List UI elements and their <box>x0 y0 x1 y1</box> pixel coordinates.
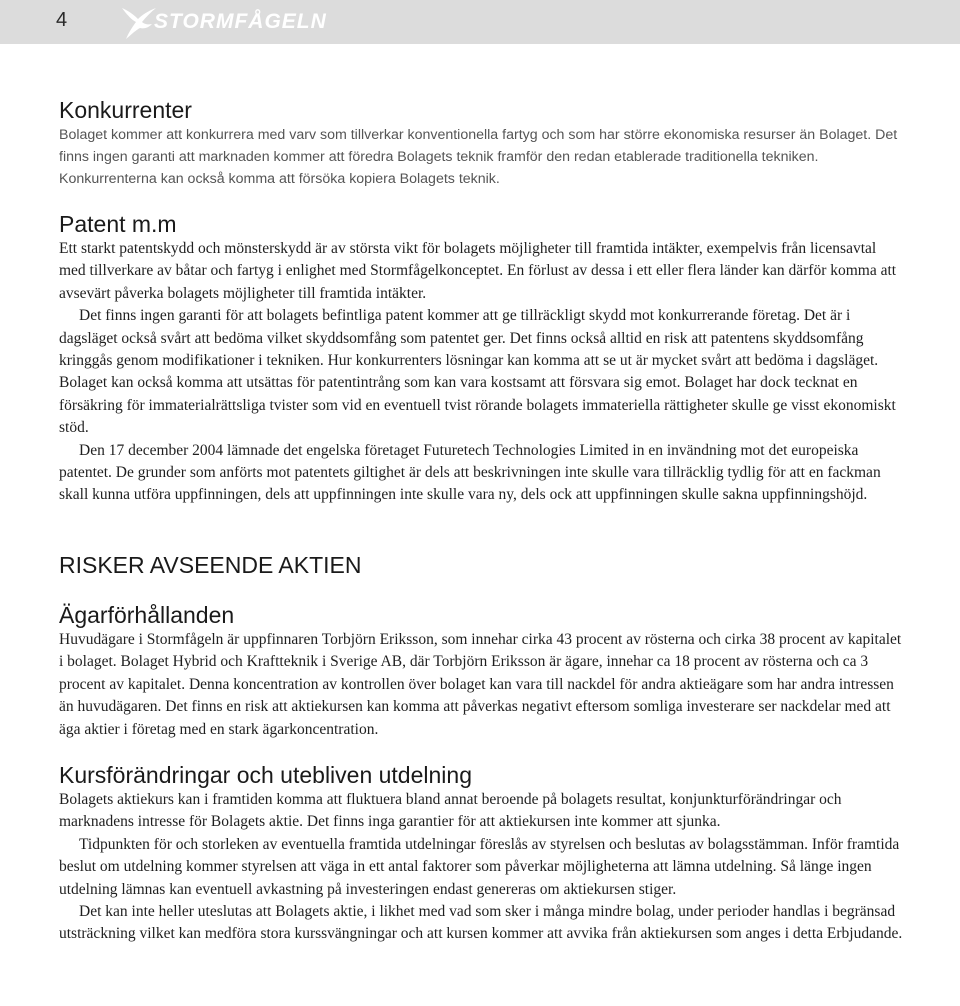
heading-patent: Patent m.m <box>59 211 177 237</box>
heading-risker-avseende-aktien: RISKER AVSEENDE AKTIEN <box>59 551 362 578</box>
patent-paragraph-1: Ett starkt patentskydd och mönsterskydd är av största vikt för bolagets möjligheter till framtida intäkter, exempelvis från licensavtal med tillverkare av båtar och fartyg i enlighet med Stormfågelkonceptet. En förlust av dessa i ett eller flera länder kan därför komma att avsevärt påverka bolagets möjligheter till framtida intäkter. <box>59 240 897 302</box>
kurs-paragraph-1: Bolagets aktiekurs kan i framtiden komma att fluktuera bland annat beroende på bolagets resultat, konjunkturförändringar och marknadens intresse för Bolagets aktie. Det finns inga garantier för att aktiekursen inte kommer att sjunka. <box>59 790 842 831</box>
patent-paragraph-3: Den 17 december 2004 lämnade det engelska företaget Futuretech Technologies Limited in en invändning mot det europeiska patentet. De grunder som anförts mot patentets giltighet är dels att beskrivningen inte skulle vara tillräcklig tydlig för att en fackman skall kunna utföra uppfinningen, dels att uppfinningen inte skulle vara ny, dels ock att uppfinningen skulle sakna uppfinningshöjd. <box>59 441 881 504</box>
logo <box>118 2 327 42</box>
kurs-paragraph-3: Det kan inte heller uteslutas att Bolagets aktie, i likhet med vad som sker i många mindre bolag, under perioder handlas i begränsad utsträckning vilket kan medföra stora kurssvängningar och att kursen kommer att avvika från aktiekursen som anges i detta Erbjudande. <box>59 902 903 943</box>
bird-icon <box>118 2 158 42</box>
heading-konkurrenter: Konkurrenter <box>59 97 192 123</box>
kurs-paragraph-2: Tidpunkten för och storleken av eventuella framtida utdelningar föreslås av styrelsen och beslutas av bolagsstämman. Inför framtida beslut om utdelning kommer styrelsen att väga in ett antal faktorer som påverkar möjligheterna att lämna utdelning. Så länge ingen utdelning lämnas kan eventuell avkastning på investeringen endast genereras om aktiekursen stiger. <box>59 835 900 898</box>
heading-agarforhallanden: Ägarförhållanden <box>59 601 235 628</box>
patent-paragraph-2: Det finns ingen garanti för att bolagets befintliga patent kommer att ge tillräckligt skydd mot konkurrerande företag. Det är i dagsläget också svårt att bedöma vilket skyddsomfång som patentet ger. Det finns också alltid en risk att patentens skyddsomfång kringgås genom modifikationer i tekniken. Hur konkurrenters lösningar kan komma att se ut är mycket svårt att bedöma i dagsläget. Bolaget kan också komma att utsättas för patentintrång som kan vara kostsamt att försvara sig emot. Bolaget har dock tecknat en försäkring för immaterialrättsliga tvister som vid en eventuell tvist rörande bolagets immateriella rättigheter skulle ge visst ekonomiskt stöd. <box>59 307 896 437</box>
page-header <box>0 0 960 44</box>
page-content <box>59 96 905 946</box>
agarforhallanden-body: Huvudägare i Stormfågeln är uppfinnaren Torbjörn Eriksson, som innehar cirka 43 procent av rösterna och cirka 38 procent av kapitalet i bolaget. Bolaget Hybrid och Kraftteknik i Sverige AB, där Torbjörn Eriksson är ägare, innehar ca 18 procent av rösterna och ca 3 procent av kapitalet. Denna koncentration av kontrollen över bolaget kan vara till nackdel för andra aktieägare som har andra intressen än huvudägaren. Det finns en risk att aktiekursen kan komma att påverkas negativt eftersom somliga investerare ser nackdelar med att äga aktier i företag med en stark ägarkoncentration. <box>59 630 902 738</box>
logo-text: STORMFÅGELN <box>154 10 327 33</box>
heading-kursforandringar: Kursförändringar och utebliven utdelning <box>59 761 472 788</box>
konkurrenter-body: Bolaget kommer att konkurrera med varv som tillverkar konventionella fartyg och som har större ekonomiska resurser än Bolaget. Det finns ingen garanti att marknaden kommer att föredra Bolagets teknik framför den redan etablerade traditionella tekniken. Konkurrenterna kan också komma att försöka kopiera Bolagets teknik. <box>59 127 898 187</box>
page-number: 4 <box>56 9 68 31</box>
